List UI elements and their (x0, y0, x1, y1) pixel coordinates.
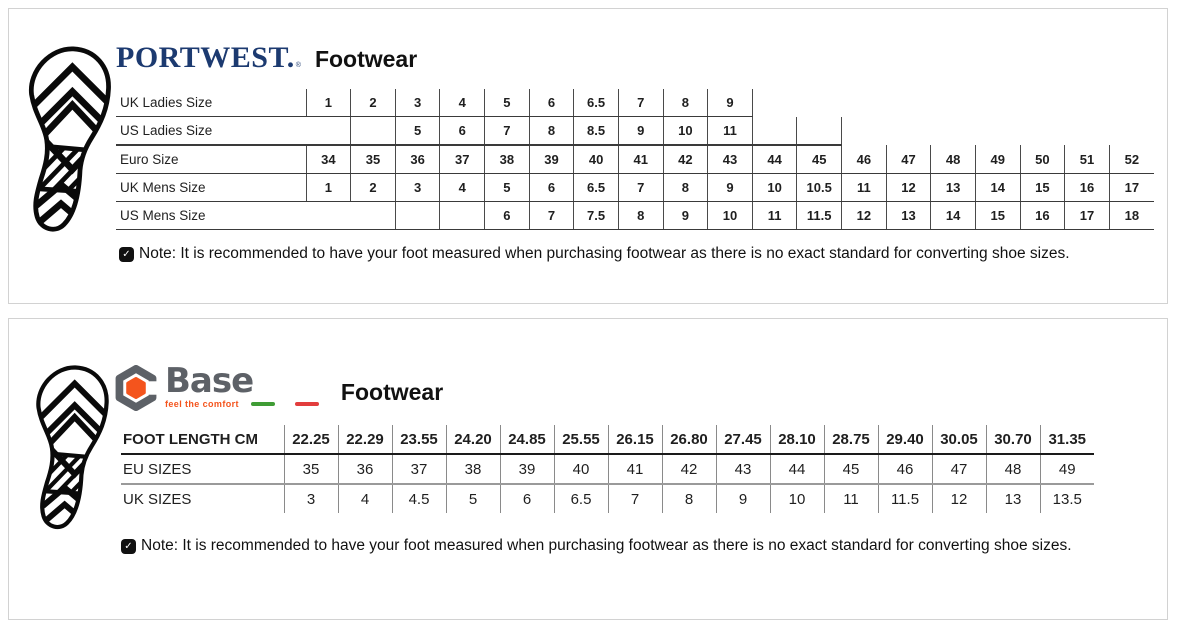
row-label: Euro Size (116, 145, 306, 174)
panel-base (8, 318, 1168, 620)
size-cell: 15 (1020, 174, 1065, 202)
size-cell: 52 (1109, 145, 1154, 174)
size-cell: 14 (975, 174, 1020, 202)
registered-mark: ® (295, 62, 301, 69)
row-label: EU SIZES (121, 454, 284, 484)
portwest-logo (116, 41, 301, 75)
size-cell: 4 (338, 484, 392, 513)
footprint-icon (31, 365, 115, 533)
size-cell: 3 (395, 174, 440, 202)
size-cell: 11 (842, 174, 887, 202)
size-cell: 43 (708, 145, 753, 174)
size-cell: 35 (351, 145, 396, 174)
size-cell: 12 (886, 174, 931, 202)
row-label: UK Ladies Size (116, 89, 306, 117)
size-cell: 10 (752, 174, 797, 202)
size-cell: 1 (306, 89, 351, 117)
size-cell: 3 (395, 89, 440, 117)
size-cell: 8 (663, 89, 708, 117)
size-cell: 12 (842, 202, 887, 230)
size-cell: 10 (663, 117, 708, 146)
size-cell: 11 (752, 202, 797, 230)
size-cell: 8 (618, 202, 663, 230)
checkbox-icon: ✓ (121, 539, 136, 554)
size-cell: 25.55 (554, 425, 608, 454)
size-cell: 9 (708, 89, 753, 117)
size-cell: 43 (716, 454, 770, 484)
size-cell: 42 (663, 145, 708, 174)
size-cell: 7 (529, 202, 574, 230)
size-cell: 13 (931, 174, 976, 202)
base-hexagon-icon (113, 365, 159, 411)
size-cell (395, 202, 440, 230)
size-cell: 11 (708, 117, 753, 146)
size-cell: 8 (529, 117, 574, 146)
base-size-table (121, 425, 1094, 513)
base-header (113, 361, 444, 411)
size-cell: 4 (440, 174, 485, 202)
size-cell (752, 117, 797, 146)
size-cell: 12 (932, 484, 986, 513)
size-cell (351, 117, 396, 146)
page-title: Footwear (340, 379, 444, 405)
size-cell: 4.5 (392, 484, 446, 513)
portwest-wordmark: PORTWEST. (116, 41, 295, 74)
size-cell: 46 (878, 454, 932, 484)
size-cell: 7.5 (574, 202, 619, 230)
size-cell: 6.5 (574, 89, 619, 117)
size-cell (351, 202, 396, 230)
base-tagline: feel the comfort (165, 399, 239, 409)
size-cell: 26.80 (662, 425, 716, 454)
size-cell: 41 (608, 454, 662, 484)
size-cell: 17 (1065, 202, 1110, 230)
size-cell: 48 (931, 145, 976, 174)
size-cell: 51 (1065, 145, 1110, 174)
size-cell: 34 (306, 145, 351, 174)
page-title: Footwear (314, 46, 418, 72)
size-cell: 28.10 (770, 425, 824, 454)
size-cell: 8 (663, 174, 708, 202)
size-cell: 10 (770, 484, 824, 513)
portwest-size-table (116, 89, 1154, 230)
size-cell: 8 (662, 484, 716, 513)
size-cell: 8.5 (574, 117, 619, 146)
note (121, 537, 1072, 555)
size-cell: 11 (824, 484, 878, 513)
size-cell: 28.75 (824, 425, 878, 454)
size-cell: 2 (351, 89, 396, 117)
size-cell: 11.5 (878, 484, 932, 513)
size-cell: 7 (618, 89, 663, 117)
size-cell: 50 (1020, 145, 1065, 174)
note-text: Note: It is recommended to have your foot measured when purchasing footwear as there is no exact standard for converting shoe sizes. (141, 537, 1072, 554)
size-cell: 27.45 (716, 425, 770, 454)
size-cell: 37 (392, 454, 446, 484)
size-cell: 4 (440, 89, 485, 117)
size-cell: 38 (485, 145, 530, 174)
size-cell: 13 (886, 202, 931, 230)
size-cell: 48 (986, 454, 1040, 484)
checkbox-icon: ✓ (119, 247, 134, 262)
size-cell: 37 (440, 145, 485, 174)
size-cell: 6.5 (554, 484, 608, 513)
size-cell: 15 (975, 202, 1020, 230)
row-label: US Ladies Size (116, 117, 306, 146)
size-cell: 24.20 (446, 425, 500, 454)
size-cell: 46 (842, 145, 887, 174)
size-cell: 5 (485, 89, 530, 117)
note-text: Note: It is recommended to have your foot measured when purchasing footwear as there is no exact standard for converting shoe sizes. (139, 245, 1070, 262)
size-cell (306, 117, 351, 146)
base-wordmark (165, 361, 319, 409)
row-label: UK Mens Size (116, 174, 306, 202)
size-cell: 13 (986, 484, 1040, 513)
row-label: UK SIZES (123, 490, 192, 508)
size-cell: 36 (395, 145, 440, 174)
size-cell: 6 (500, 484, 554, 513)
size-cell: 6 (529, 174, 574, 202)
size-cell: 40 (574, 145, 619, 174)
size-cell: 9 (663, 202, 708, 230)
size-cell: 13.5 (1040, 484, 1094, 513)
size-cell: 9 (716, 484, 770, 513)
size-cell: 30.05 (932, 425, 986, 454)
size-cell: 5 (485, 174, 530, 202)
portwest-header (116, 41, 417, 75)
size-cell: 18 (1109, 202, 1154, 230)
size-cell: 1 (306, 174, 351, 202)
size-cell (440, 202, 485, 230)
size-cell: 3 (284, 484, 338, 513)
size-cell: 44 (770, 454, 824, 484)
size-cell: 5 (446, 484, 500, 513)
size-cell: 29.40 (878, 425, 932, 454)
size-cell: 9 (708, 174, 753, 202)
size-cell: 39 (500, 454, 554, 484)
size-cell: 16 (1020, 202, 1065, 230)
size-cell: 16 (1065, 174, 1110, 202)
size-cell: 6 (485, 202, 530, 230)
size-cell: 47 (886, 145, 931, 174)
base-logo-text: Base (165, 361, 254, 401)
size-cell: 14 (931, 202, 976, 230)
size-cell: 36 (338, 454, 392, 484)
size-cell: 10.5 (797, 174, 842, 202)
size-cell: 7 (485, 117, 530, 146)
size-cell: 45 (824, 454, 878, 484)
size-cell: 38 (446, 454, 500, 484)
size-cell: 39 (529, 145, 574, 174)
size-cell: 10 (708, 202, 753, 230)
size-cell: 26.15 (608, 425, 662, 454)
size-cell: 24.85 (500, 425, 554, 454)
size-cell: 35 (284, 454, 338, 484)
size-cell (797, 117, 842, 146)
panel-portwest (8, 8, 1168, 304)
size-cell: 17 (1109, 174, 1154, 202)
row-label: FOOT LENGTH CM (121, 425, 284, 454)
note (119, 245, 1070, 263)
size-cell: 40 (554, 454, 608, 484)
size-cell: 5 (395, 117, 440, 146)
size-cell: 6.5 (574, 174, 619, 202)
size-cell (306, 202, 351, 230)
size-cell: 47 (932, 454, 986, 484)
footprint-icon (23, 43, 118, 239)
red-bar-icon (295, 402, 319, 406)
row-label: US Mens Size (116, 202, 306, 230)
size-cell: 42 (662, 454, 716, 484)
size-cell: 30.70 (986, 425, 1040, 454)
size-cell: 49 (975, 145, 1020, 174)
size-cell: 7 (608, 484, 662, 513)
size-cell: 22.25 (284, 425, 338, 454)
size-cell: 44 (752, 145, 797, 174)
size-cell: 6 (529, 89, 574, 117)
size-cell: 11.5 (797, 202, 842, 230)
size-cell: 49 (1040, 454, 1094, 484)
green-bar-icon (251, 402, 275, 406)
size-cell: 45 (797, 145, 842, 174)
size-cell: 6 (440, 117, 485, 146)
size-cell: 22.29 (338, 425, 392, 454)
size-cell: 7 (618, 174, 663, 202)
size-cell: 31.35 (1040, 425, 1094, 454)
size-cell: 23.55 (392, 425, 446, 454)
size-cell: 41 (618, 145, 663, 174)
size-cell: 2 (351, 174, 396, 202)
size-cell: 9 (618, 117, 663, 146)
